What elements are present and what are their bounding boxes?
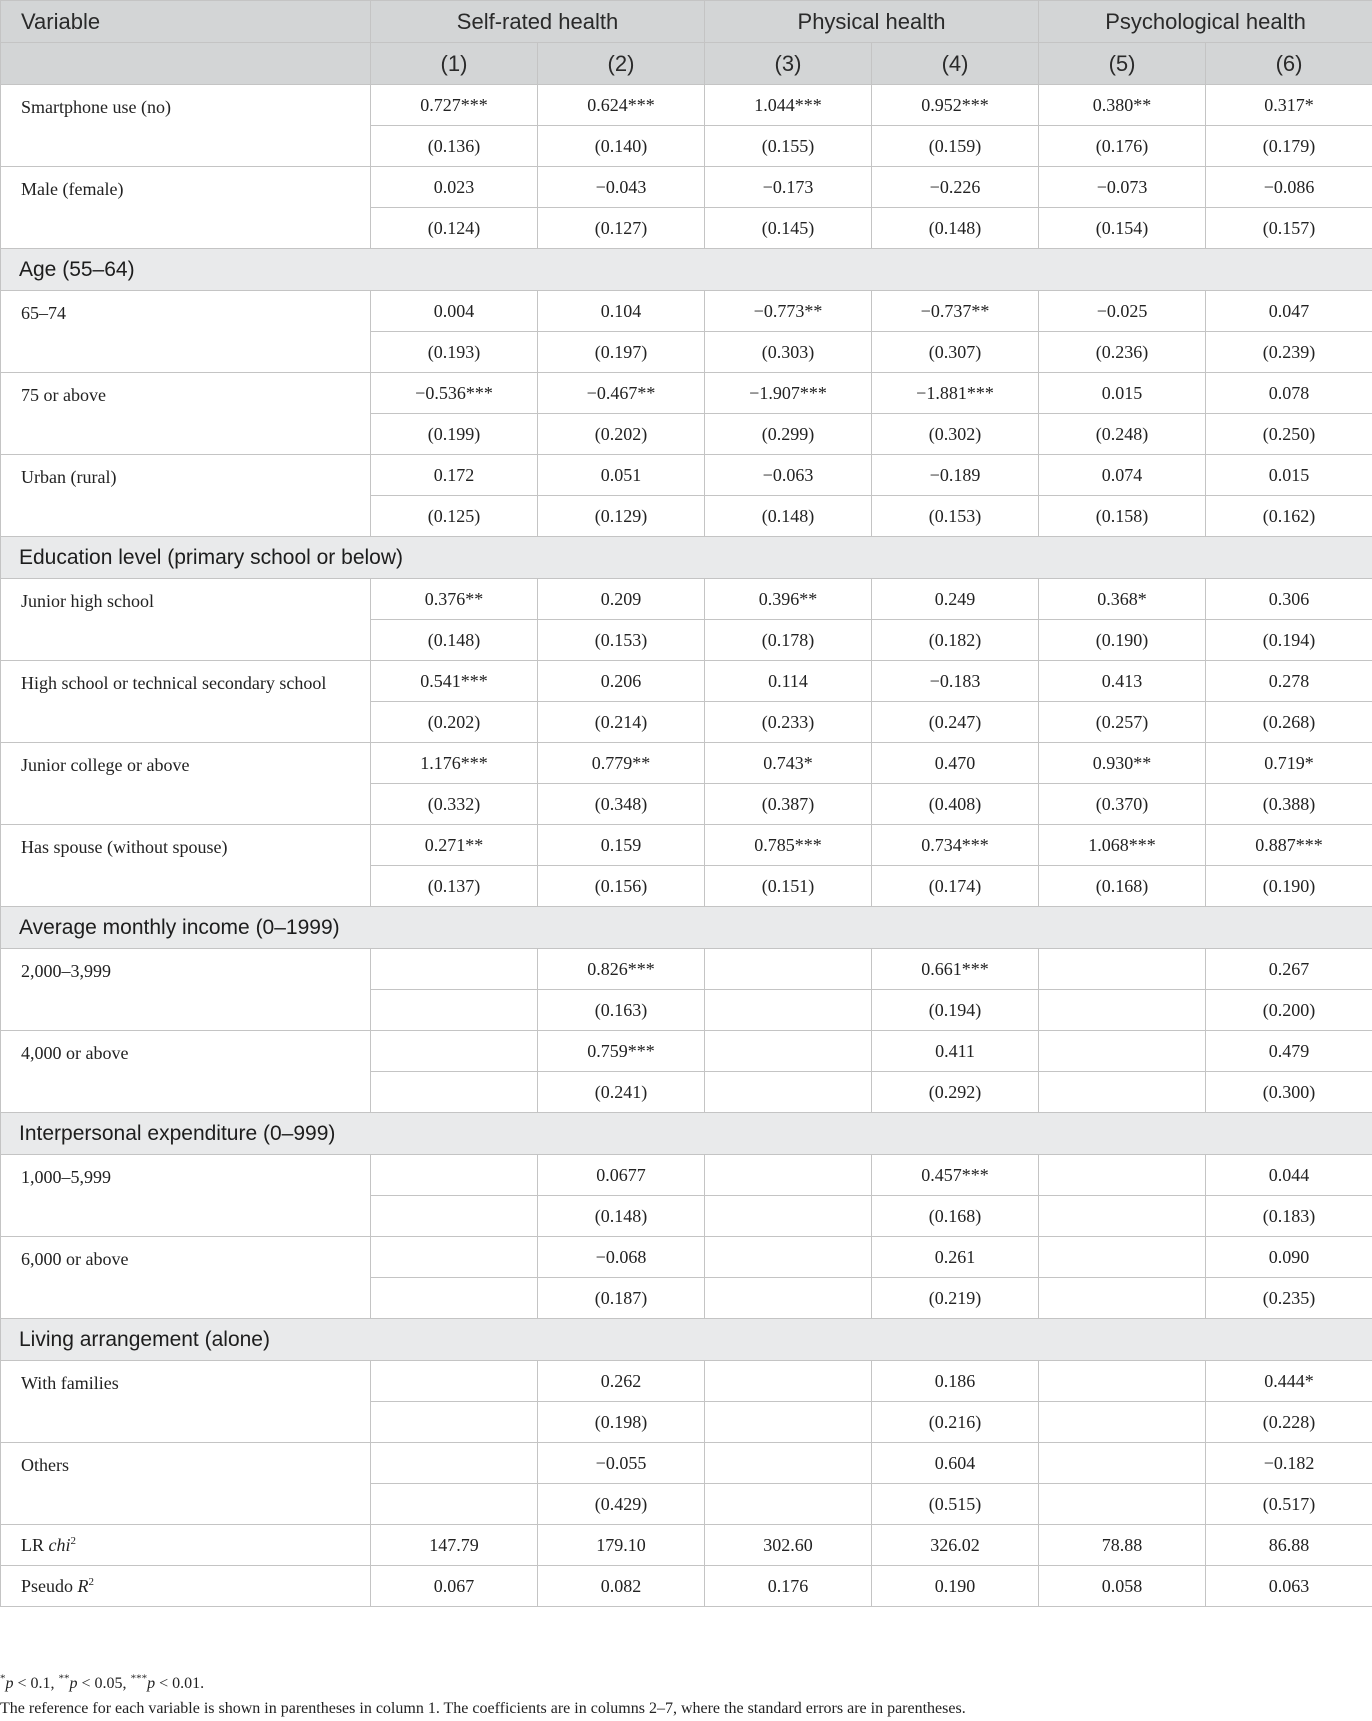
coefficient-cell: [705, 1155, 872, 1196]
standard-error-cell: (0.140): [538, 126, 705, 167]
standard-error-cell: [705, 1196, 872, 1237]
coefficient-cell: [1039, 1155, 1206, 1196]
coefficient-cell: [705, 1237, 872, 1278]
standard-error-cell: (0.153): [538, 620, 705, 661]
section-label: Age (55–64): [1, 249, 1372, 291]
coefficient-cell: 0.015: [1206, 455, 1372, 496]
statistic-value: 302.60: [705, 1525, 872, 1566]
coefficient-cell: 0.317*: [1206, 85, 1372, 126]
statistic-value: 0.067: [371, 1566, 538, 1607]
statistic-value: 0.082: [538, 1566, 705, 1607]
coefficient-cell: −0.773**: [705, 291, 872, 332]
coefficient-cell: 0.604: [872, 1443, 1039, 1484]
statistic-row: [1, 1566, 1372, 1607]
coefficient-cell: 0.090: [1206, 1237, 1372, 1278]
standard-error-cell: (0.216): [872, 1402, 1039, 1443]
threshold-text: < 0.1,: [13, 1675, 59, 1692]
coefficient-cell: 0.306: [1206, 579, 1372, 620]
coefficient-cell: 0.661***: [872, 949, 1039, 990]
standard-error-cell: (0.136): [371, 126, 538, 167]
standard-error-cell: (0.247): [872, 702, 1039, 743]
coefficient-cell: [371, 1237, 538, 1278]
coefficient-row: [1, 949, 1372, 990]
coefficient-row: [1, 1443, 1372, 1484]
coefficient-cell: 0.479: [1206, 1031, 1372, 1072]
coefficient-cell: 0.074: [1039, 455, 1206, 496]
coefficient-cell: −0.073: [1039, 167, 1206, 208]
standard-error-cell: (0.268): [1206, 702, 1372, 743]
coefficient-row: [1, 1237, 1372, 1278]
significance-note: [0, 1671, 1372, 1696]
coefficient-cell: 0.887***: [1206, 825, 1372, 866]
threshold-text: < 0.01.: [155, 1675, 205, 1692]
section-row: [1, 249, 1372, 291]
standard-error-cell: (0.348): [538, 784, 705, 825]
standard-error-cell: [705, 1072, 872, 1113]
standard-error-cell: (0.307): [872, 332, 1039, 373]
coefficient-cell: 0.952***: [872, 85, 1039, 126]
coefficient-cell: 0.779**: [538, 743, 705, 784]
standard-error-cell: [705, 1278, 872, 1319]
coefficient-cell: 0.278: [1206, 661, 1372, 702]
coefficient-cell: 0.470: [872, 743, 1039, 784]
standard-error-cell: (0.193): [371, 332, 538, 373]
standard-error-cell: (0.214): [538, 702, 705, 743]
standard-error-cell: (0.197): [538, 332, 705, 373]
coefficient-row: [1, 743, 1372, 784]
standard-error-cell: [371, 1484, 538, 1525]
coefficient-cell: [1039, 1443, 1206, 1484]
standard-error-cell: [1039, 1484, 1206, 1525]
threshold-text: < 0.05,: [77, 1675, 131, 1692]
section-label: Education level (primary school or below): [1, 537, 1372, 579]
stars-3: ***: [130, 1672, 148, 1685]
variable-label: Urban (rural): [1, 455, 371, 537]
coefficient-cell: 0.104: [538, 291, 705, 332]
standard-error-cell: (0.248): [1039, 414, 1206, 455]
stars-1: *: [0, 1672, 6, 1685]
standard-error-cell: (0.179): [1206, 126, 1372, 167]
standard-error-cell: (0.219): [872, 1278, 1039, 1319]
coefficient-cell: −0.226: [872, 167, 1039, 208]
p-symbol: p: [5, 1675, 14, 1692]
standard-error-cell: (0.148): [872, 208, 1039, 249]
coefficient-cell: [371, 1443, 538, 1484]
standard-error-cell: (0.151): [705, 866, 872, 907]
standard-error-cell: (0.156): [538, 866, 705, 907]
variable-label: With families: [1, 1361, 371, 1443]
coefficient-row: [1, 825, 1372, 866]
statistic-value: 179.10: [538, 1525, 705, 1566]
standard-error-cell: [705, 990, 872, 1031]
header-row-columns: [1, 43, 1372, 85]
statistic-value: 147.79: [371, 1525, 538, 1566]
standard-error-cell: (0.157): [1206, 208, 1372, 249]
coefficient-cell: [705, 1443, 872, 1484]
coefficient-cell: 0.051: [538, 455, 705, 496]
standard-error-cell: (0.199): [371, 414, 538, 455]
p-symbol: p: [69, 1675, 78, 1692]
coefficient-cell: [1039, 1031, 1206, 1072]
statistic-value: 326.02: [872, 1525, 1039, 1566]
coefficient-row: [1, 1155, 1372, 1196]
coefficient-cell: −0.182: [1206, 1443, 1372, 1484]
standard-error-cell: (0.299): [705, 414, 872, 455]
standard-error-cell: [1039, 1072, 1206, 1113]
standard-error-cell: (0.168): [1039, 866, 1206, 907]
header-column: (2): [538, 43, 705, 85]
standard-error-cell: [1039, 1196, 1206, 1237]
standard-error-cell: [371, 1196, 538, 1237]
standard-error-cell: [371, 1402, 538, 1443]
standard-error-cell: (0.125): [371, 496, 538, 537]
standard-error-cell: [705, 1484, 872, 1525]
standard-error-cell: (0.429): [538, 1484, 705, 1525]
statistic-label-main: Pseudo: [21, 1575, 78, 1596]
coefficient-cell: 0.411: [872, 1031, 1039, 1072]
stars-2: **: [58, 1672, 70, 1685]
variable-label: Junior high school: [1, 579, 371, 661]
standard-error-cell: (0.158): [1039, 496, 1206, 537]
standard-error-cell: (0.303): [705, 332, 872, 373]
statistic-label-italic: chi: [48, 1534, 71, 1555]
section-row: [1, 1113, 1372, 1155]
coefficient-cell: −0.086: [1206, 167, 1372, 208]
standard-error-cell: [1039, 990, 1206, 1031]
coefficient-cell: 1.044***: [705, 85, 872, 126]
coefficient-cell: −0.063: [705, 455, 872, 496]
coefficient-row: [1, 167, 1372, 208]
coefficient-cell: [371, 949, 538, 990]
header-column: (6): [1206, 43, 1372, 85]
header-group-self-rated-health: Self-rated health: [371, 1, 705, 43]
coefficient-cell: 0.271**: [371, 825, 538, 866]
statistic-label: [1, 1525, 371, 1566]
coefficient-cell: 0.541***: [371, 661, 538, 702]
coefficient-cell: −0.737**: [872, 291, 1039, 332]
statistic-value: 0.058: [1039, 1566, 1206, 1607]
coefficient-cell: 0.023: [371, 167, 538, 208]
standard-error-cell: [1039, 1278, 1206, 1319]
coefficient-cell: 0.159: [538, 825, 705, 866]
header-column: (5): [1039, 43, 1206, 85]
coefficient-row: [1, 291, 1372, 332]
statistic-value: 0.063: [1206, 1566, 1372, 1607]
standard-error-cell: (0.241): [538, 1072, 705, 1113]
standard-error-cell: (0.515): [872, 1484, 1039, 1525]
standard-error-cell: (0.163): [538, 990, 705, 1031]
coefficient-cell: 0.743*: [705, 743, 872, 784]
statistic-row: [1, 1525, 1372, 1566]
statistic-value: 86.88: [1206, 1525, 1372, 1566]
coefficient-cell: 1.068***: [1039, 825, 1206, 866]
coefficient-cell: 0.734***: [872, 825, 1039, 866]
coefficient-cell: 0.172: [371, 455, 538, 496]
coefficient-cell: −1.907***: [705, 373, 872, 414]
coefficient-cell: [1039, 1361, 1206, 1402]
coefficient-cell: 0.262: [538, 1361, 705, 1402]
coefficient-cell: 0.044: [1206, 1155, 1372, 1196]
coefficient-cell: 0.785***: [705, 825, 872, 866]
variable-label: 1,000–5,999: [1, 1155, 371, 1237]
coefficient-cell: 0.267: [1206, 949, 1372, 990]
standard-error-cell: (0.200): [1206, 990, 1372, 1031]
standard-error-cell: (0.153): [872, 496, 1039, 537]
coefficient-cell: [371, 1155, 538, 1196]
header-group-psychological-health: Psychological health: [1039, 1, 1372, 43]
coefficient-cell: −0.025: [1039, 291, 1206, 332]
standard-error-cell: (0.129): [538, 496, 705, 537]
standard-error-cell: (0.370): [1039, 784, 1206, 825]
coefficient-cell: 0.015: [1039, 373, 1206, 414]
statistic-label-italic: R: [77, 1575, 89, 1596]
standard-error-cell: (0.174): [872, 866, 1039, 907]
coefficient-cell: [371, 1361, 538, 1402]
coefficient-cell: [705, 1031, 872, 1072]
standard-error-cell: (0.198): [538, 1402, 705, 1443]
standard-error-cell: (0.292): [872, 1072, 1039, 1113]
section-row: [1, 907, 1372, 949]
standard-error-cell: (0.127): [538, 208, 705, 249]
statistic-value: 78.88: [1039, 1525, 1206, 1566]
standard-error-cell: (0.148): [538, 1196, 705, 1237]
standard-error-cell: (0.250): [1206, 414, 1372, 455]
statistic-label-sup: 2: [70, 1534, 77, 1547]
standard-error-cell: (0.124): [371, 208, 538, 249]
coefficient-cell: 0.457***: [872, 1155, 1039, 1196]
variable-label: 75 or above: [1, 373, 371, 455]
standard-error-cell: (0.190): [1206, 866, 1372, 907]
variable-label: Junior college or above: [1, 743, 371, 825]
coefficient-cell: 0.727***: [371, 85, 538, 126]
coefficient-cell: 1.176***: [371, 743, 538, 784]
section-label: Average monthly income (0–1999): [1, 907, 1372, 949]
variable-label: 4,000 or above: [1, 1031, 371, 1113]
standard-error-cell: (0.388): [1206, 784, 1372, 825]
variable-label: Others: [1, 1443, 371, 1525]
coefficient-cell: −0.183: [872, 661, 1039, 702]
statistic-value: 0.176: [705, 1566, 872, 1607]
variable-label: Has spouse (without spouse): [1, 825, 371, 907]
coefficient-cell: [705, 1361, 872, 1402]
standard-error-cell: (0.194): [1206, 620, 1372, 661]
variable-label: 65–74: [1, 291, 371, 373]
standard-error-cell: (0.148): [705, 496, 872, 537]
coefficient-cell: 0.380**: [1039, 85, 1206, 126]
coefficient-cell: [1039, 949, 1206, 990]
coefficient-cell: 0.376**: [371, 579, 538, 620]
section-row: [1, 1319, 1372, 1361]
standard-error-cell: (0.235): [1206, 1278, 1372, 1319]
header-column: (1): [371, 43, 538, 85]
statistic-label-main: LR: [21, 1534, 49, 1555]
coefficient-cell: 0.624***: [538, 85, 705, 126]
coefficient-cell: −0.467**: [538, 373, 705, 414]
standard-error-cell: (0.168): [872, 1196, 1039, 1237]
coefficient-cell: [1039, 1237, 1206, 1278]
standard-error-cell: (0.178): [705, 620, 872, 661]
standard-error-cell: (0.162): [1206, 496, 1372, 537]
coefficient-cell: 0.047: [1206, 291, 1372, 332]
header-group-physical-health: Physical health: [705, 1, 1039, 43]
coefficient-cell: −0.173: [705, 167, 872, 208]
variable-label: Male (female): [1, 167, 371, 249]
coefficient-cell: [705, 949, 872, 990]
coefficient-cell: [371, 1031, 538, 1072]
standard-error-cell: (0.194): [872, 990, 1039, 1031]
standard-error-cell: (0.202): [538, 414, 705, 455]
standard-error-cell: (0.517): [1206, 1484, 1372, 1525]
header-column: (3): [705, 43, 872, 85]
standard-error-cell: (0.187): [538, 1278, 705, 1319]
statistic-label-sup: 2: [88, 1575, 95, 1588]
coefficient-cell: 0.719*: [1206, 743, 1372, 784]
statistic-label: [1, 1566, 371, 1607]
coefficient-cell: 0.368*: [1039, 579, 1206, 620]
coefficient-cell: −0.043: [538, 167, 705, 208]
coefficient-row: [1, 1361, 1372, 1402]
standard-error-cell: (0.233): [705, 702, 872, 743]
standard-error-cell: (0.302): [872, 414, 1039, 455]
coefficient-row: [1, 1031, 1372, 1072]
standard-error-cell: [1039, 1402, 1206, 1443]
section-label: Living arrangement (alone): [1, 1319, 1372, 1361]
standard-error-cell: (0.154): [1039, 208, 1206, 249]
coefficient-cell: 0.261: [872, 1237, 1039, 1278]
header-empty: [1, 43, 371, 85]
standard-error-cell: (0.183): [1206, 1196, 1372, 1237]
statistic-value: 0.190: [872, 1566, 1039, 1607]
reference-note: The reference for each variable is shown in parentheses in column 1. The coefficients are in columns 2–7, where the standard errors are in parentheses.: [0, 1700, 966, 1717]
standard-error-cell: (0.228): [1206, 1402, 1372, 1443]
coefficient-cell: 0.930**: [1039, 743, 1206, 784]
coefficient-cell: 0.206: [538, 661, 705, 702]
standard-error-cell: (0.176): [1039, 126, 1206, 167]
standard-error-cell: (0.182): [872, 620, 1039, 661]
coefficient-cell: 0.444*: [1206, 1361, 1372, 1402]
standard-error-cell: (0.332): [371, 784, 538, 825]
standard-error-cell: (0.145): [705, 208, 872, 249]
variable-label: Smartphone use (no): [1, 85, 371, 167]
coefficient-cell: 0.249: [872, 579, 1039, 620]
standard-error-cell: (0.159): [872, 126, 1039, 167]
coefficient-cell: 0.0677: [538, 1155, 705, 1196]
coefficient-cell: 0.413: [1039, 661, 1206, 702]
coefficient-cell: −0.536***: [371, 373, 538, 414]
p-symbol: p: [147, 1675, 156, 1692]
standard-error-cell: (0.137): [371, 866, 538, 907]
coefficient-cell: 0.004: [371, 291, 538, 332]
standard-error-cell: (0.190): [1039, 620, 1206, 661]
standard-error-cell: (0.236): [1039, 332, 1206, 373]
standard-error-cell: (0.300): [1206, 1072, 1372, 1113]
variable-label: 2,000–3,999: [1, 949, 371, 1031]
section-row: [1, 537, 1372, 579]
coefficient-row: [1, 455, 1372, 496]
standard-error-cell: (0.239): [1206, 332, 1372, 373]
variable-label: High school or technical secondary school: [1, 661, 371, 743]
standard-error-cell: [371, 990, 538, 1031]
coefficient-cell: 0.114: [705, 661, 872, 702]
coefficient-cell: 0.186: [872, 1361, 1039, 1402]
coefficient-cell: 0.078: [1206, 373, 1372, 414]
variable-label: 6,000 or above: [1, 1237, 371, 1319]
coefficient-cell: −0.189: [872, 455, 1039, 496]
coefficient-cell: −0.055: [538, 1443, 705, 1484]
table-footnotes: [0, 1671, 1372, 1721]
standard-error-cell: (0.202): [371, 702, 538, 743]
standard-error-cell: [371, 1278, 538, 1319]
header-column: (4): [872, 43, 1039, 85]
coefficient-cell: 0.759***: [538, 1031, 705, 1072]
standard-error-cell: (0.387): [705, 784, 872, 825]
coefficient-cell: −1.881***: [872, 373, 1039, 414]
coefficient-row: [1, 85, 1372, 126]
standard-error-cell: (0.148): [371, 620, 538, 661]
standard-error-cell: (0.155): [705, 126, 872, 167]
coefficient-cell: −0.068: [538, 1237, 705, 1278]
coefficient-cell: 0.826***: [538, 949, 705, 990]
coefficient-cell: 0.209: [538, 579, 705, 620]
standard-error-cell: (0.408): [872, 784, 1039, 825]
coefficient-cell: 0.396**: [705, 579, 872, 620]
section-label: Interpersonal expenditure (0–999): [1, 1113, 1372, 1155]
standard-error-cell: [371, 1072, 538, 1113]
coefficient-row: [1, 373, 1372, 414]
coefficient-row: [1, 661, 1372, 702]
header-variable: Variable: [1, 1, 371, 43]
header-row-groups: [1, 1, 1372, 43]
standard-error-cell: (0.257): [1039, 702, 1206, 743]
standard-error-cell: [705, 1402, 872, 1443]
coefficient-row: [1, 579, 1372, 620]
